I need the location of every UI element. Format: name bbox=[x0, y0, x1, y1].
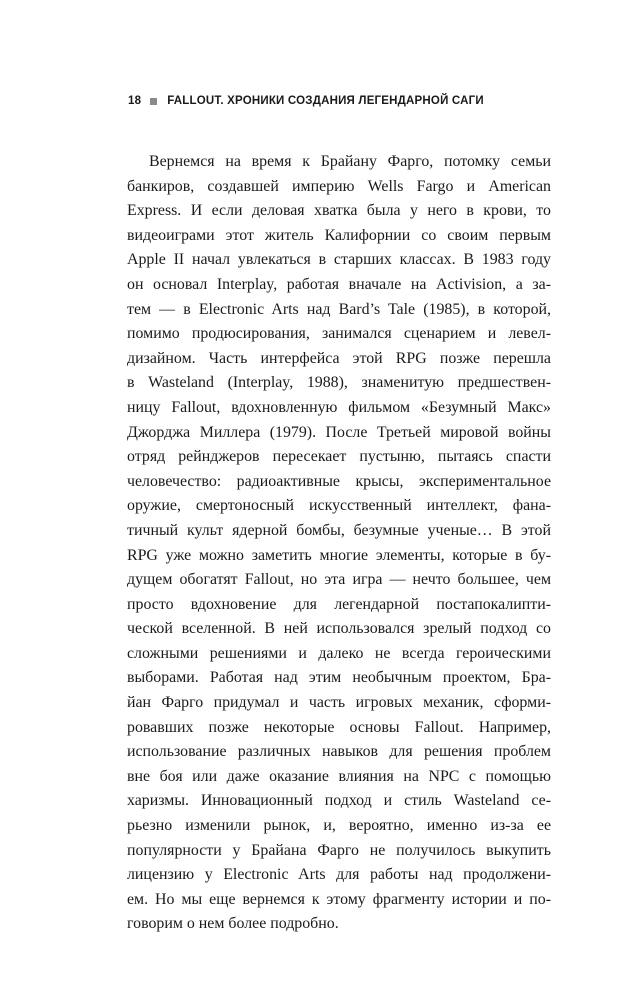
text-line: дизайном. Часть интерфейса этой RPG позже перешла bbox=[127, 349, 551, 367]
text-line: рьезно изменили рынок, и, вероятно, именно из-за ее bbox=[127, 817, 551, 835]
text-line: популярности у Брайана Фарго не получилось выкупить bbox=[127, 841, 551, 859]
text-line: Express. И если деловая хватка была у него в крови, то bbox=[127, 202, 551, 220]
text-line: ницу Fallout, вдохновленную фильмом «Безумный Макс» bbox=[127, 398, 551, 416]
text-line: лицензию у Electronic Arts для работы над продолжени- bbox=[127, 866, 551, 884]
square-separator-icon bbox=[150, 98, 157, 105]
text-line: тем — в Electronic Arts над Bard’s Tale (1985), в которой, bbox=[127, 300, 551, 318]
text-line: говорим о нем более подробно. bbox=[127, 915, 339, 933]
text-line: сложными решениями и далеко не всегда героическими bbox=[127, 644, 551, 662]
text-line: видеоиграми этот житель Калифорнии со своим первым bbox=[127, 226, 551, 244]
text-line: Джорджа Миллера (1979). После Третьей мировой войны bbox=[127, 423, 551, 441]
text-line: он основал Interplay, работая вначале на Activision, а за- bbox=[127, 275, 551, 293]
text-line: тичный культ ядерной бомбы, безумные ученые… В этой bbox=[127, 521, 551, 539]
text-line: банкиров, создавшей империю Wells Fargo и American bbox=[127, 177, 551, 195]
text-line: использование различных навыков для решения проблем bbox=[127, 743, 551, 761]
text-line: помимо продюсирования, занимался сценарием и левел- bbox=[127, 325, 551, 343]
text-line: ровавших позже некоторые основы Fallout. Например, bbox=[127, 718, 551, 736]
text-line: дущем обогатят Fallout, но эта игра — нечто большее, чем bbox=[127, 571, 551, 589]
running-header bbox=[128, 89, 484, 113]
text-line: ем. Но мы еще вернемся к этому фрагменту истории и по- bbox=[127, 890, 551, 908]
text-line: оружие, смертоносный искусственный интеллект, фана- bbox=[127, 497, 551, 515]
text-line: выборами. Работая над этим необычным проектом, Бра- bbox=[127, 669, 551, 687]
book-title: FALLOUT. ХРОНИКИ СОЗДАНИЯ ЛЕГЕНДАРНОЙ САГИ bbox=[167, 95, 484, 107]
text-line: RPG уже можно заметить многие элементы, которые в бу- bbox=[127, 546, 551, 564]
text-line: ческой вселенной. В ней использовался зрелый подход со bbox=[127, 620, 551, 638]
text-line: человечество: радиоактивные крысы, экспериментальное bbox=[127, 472, 551, 490]
text-line: отряд рейнджеров пересекает пустыню, пытаясь спасти bbox=[127, 448, 551, 466]
text-line: в Wasteland (Interplay, 1988), знаменитую предшествен- bbox=[127, 374, 551, 392]
text-line: харизмы. Инновационный подход и стиль Wasteland се- bbox=[127, 792, 551, 810]
text-line: просто вдохновение для легендарной постапокалипти- bbox=[127, 595, 551, 613]
page-number: 18 bbox=[128, 95, 142, 107]
text-line: Apple II начал увлекаться в старших классах. В 1983 году bbox=[127, 251, 551, 269]
body-paragraph bbox=[127, 150, 551, 937]
text-line: йан Фарго придумал и часть игровых механик, сформи- bbox=[127, 694, 551, 712]
text-line: Вернемся на время к Брайану Фарго, потомку семьи bbox=[149, 153, 551, 170]
text-line: вне боя или даже оказание влияния на NPC с помощью bbox=[127, 767, 551, 785]
